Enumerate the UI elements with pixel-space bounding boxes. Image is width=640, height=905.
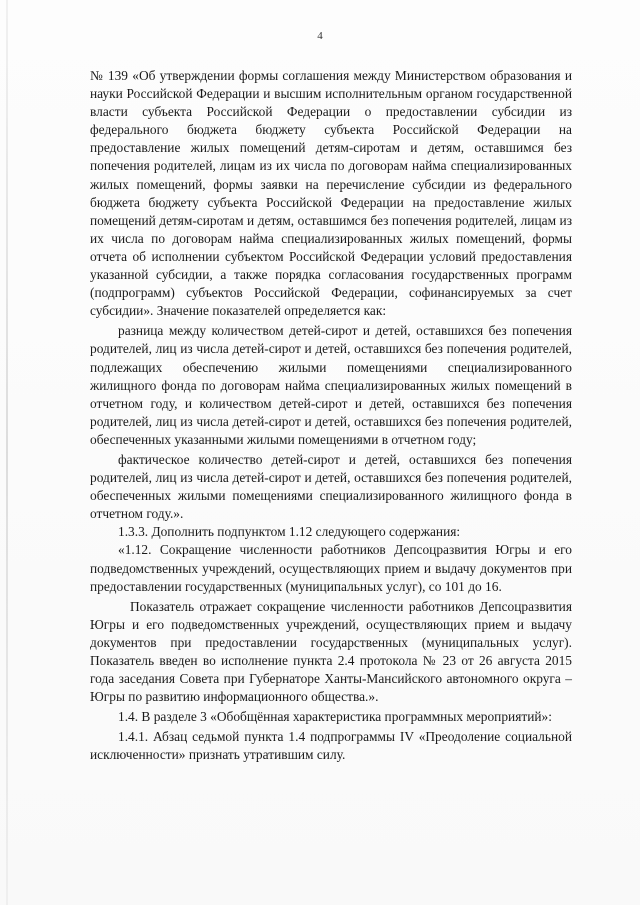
paragraph-1-12: «1.12. Сокращение численности работников Депсоцразвития Югры и его подведомственных учреждений, осуществляющих прием и выдачу документов при предоставлении государственных (муниципальных услуг), со 101 до 16. (90, 542, 572, 594)
paragraph-1-4-1: 1.4.1. Абзац седьмой пункта 1.4 подпрограммы IV «Преодоление социальной исключенности» признать утратившим силу. (90, 729, 572, 763)
page-number: 4 (317, 30, 323, 42)
document-body (90, 67, 572, 765)
paragraph-indicator-description: Показатель отражает сокращение численности работников Депсоцразвития Югры и его подведомственных учреждений, осуществляющих прием и выдачу документов при предоставлении государственных (муниципальных услуг). Показатель введен во исполнение пункта 2.4 протокола № 23 от 26 августа 2015 года заседания Совета при Губернаторе Ханты-Мансийского автономного округа – Югры по развитию информационного общества.». (90, 598, 572, 705)
paragraph-1-3-3: 1.3.3. Дополнить подпунктом 1.12 следующего содержания: (118, 524, 461, 540)
paragraph-1-4: 1.4. В разделе 3 «Обобщённая характеристика программных мероприятий»: (118, 709, 552, 725)
scan-edge-shadow (6, 0, 8, 905)
paragraph-actual-count: фактическое количество детей-сирот и детей, оставшихся без попечения родителей, лиц из числа детей-сирот и детей, оставшихся без попечения родителей, обеспеченных жилыми помещениями специализированного жилищного фонда в отчетном году.». (90, 451, 572, 522)
paragraph-difference-definition: разница между количеством детей-сирот и детей, оставшихся без попечения родителей, лиц из числа детей-сирот и детей, оставшихся без попечения родителей, подлежащих обеспечению жилыми помещениями специализированного жилищного фонда по договорам найма специализированных жилых помещений в отчетном году, и количеством детей-сирот и детей, оставшихся без попечения родителей, лиц из числа детей-сирот и детей, оставшихся без попечения родителей, обеспеченных указанными жилыми помещениями в отчетном году; (90, 323, 572, 447)
paragraph-decree-reference: № 139 «Об утверждении формы соглашения между Министерством образования и науки Российской Федерации и высшим исполнительным органом государственной власти субъекта Российской Федерации о предоставлении субсидии из федерального бюджета бюджету субъекта Российской Федерации на предоставление жилых помещений детям-сиротам и детям, оставшимся без попечения родителей, лицам из их числа по договорам найма специализированных жилых помещений, формы заявки на перечисление субсидии из федерального бюджета бюджету субъекта Российской Федерации на предоставление жилых помещений детям-сиротам и детям, оставшимся без попечения родителей, лицам из их числа по договорам найма специализированных жилых помещений, формы отчета об исполнении субъектом Российской Федерации условий предоставления указанной субсидии, а также порядка согласования государственных программ (подпрограмм) субъектов Российской Федерации, софинансируемых за счет субсидии». Значение показателей определяется как: (90, 68, 572, 319)
